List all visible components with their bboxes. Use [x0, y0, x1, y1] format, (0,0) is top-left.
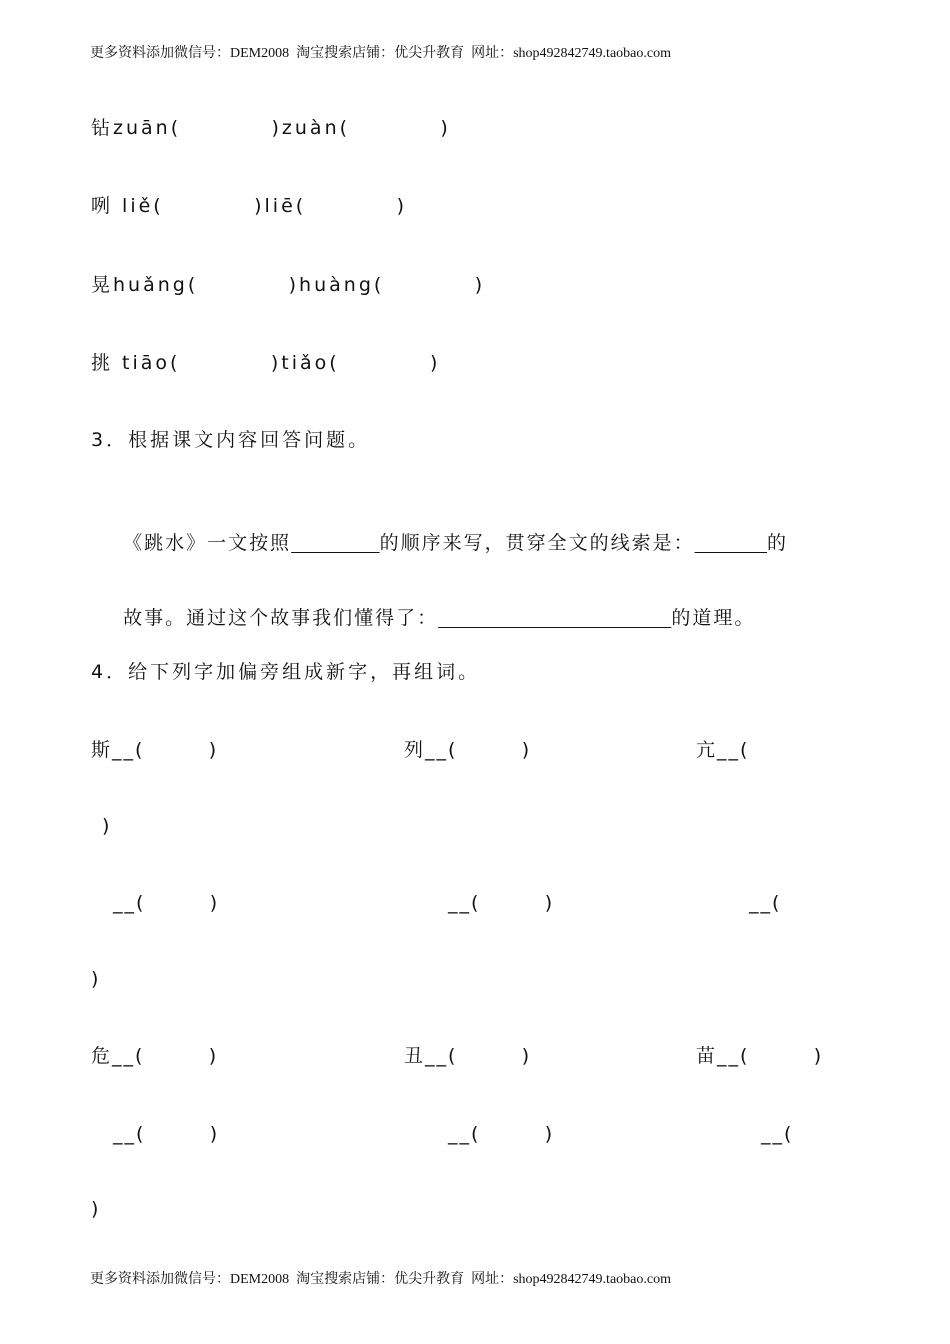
radical-item-chou: 丑__( ): [404, 1045, 532, 1067]
radical-blank-wrap-4: ): [91, 1198, 101, 1220]
radical-blank-4: __( ): [113, 1123, 220, 1145]
radical-blank-5: __( ): [448, 1123, 555, 1145]
radical-blank-6: __(: [761, 1123, 794, 1145]
q3-text-e: 的道理。: [671, 607, 756, 629]
page-footer: 更多资料添加微信号：DEM2008 淘宝搜索店铺：优尖升教育 网址：shop492842749.taobao.com: [90, 1272, 671, 1287]
q3-blank-lesson[interactable]: [438, 607, 671, 629]
q3-text-d: 故事。通过这个故事我们懂得了：: [123, 607, 439, 629]
polyphone-lie: 咧 liě( )liē( ): [91, 195, 407, 217]
radical-item-miao: 苗__( ): [696, 1045, 824, 1067]
question-3-title: 3．根据课文内容回答问题。: [91, 429, 371, 451]
radical-item-lie: 列__( ): [404, 739, 532, 761]
radical-item-wrap-1: ): [102, 815, 112, 837]
polyphone-huang: 晃huǎng( )huàng( ): [91, 274, 486, 296]
radical-item-wei: 危__( ): [91, 1045, 219, 1067]
radical-blank-3: __(: [749, 892, 782, 914]
page-header: 更多资料添加微信号：DEM2008 淘宝搜索店铺：优尖升教育 网址：shop492842749.taobao.com: [90, 46, 671, 61]
polyphone-zuan: 钻zuān( )zuàn( ): [91, 117, 451, 139]
radical-blank-wrap-2: ): [91, 968, 101, 990]
radical-item-si: 斯__( ): [91, 739, 219, 761]
q3-blank-order[interactable]: [291, 532, 379, 554]
polyphone-tiao: 挑 tiāo( )tiǎo( ): [91, 352, 441, 374]
radical-blank-2: __( ): [448, 892, 555, 914]
q3-text-c: 的: [767, 532, 789, 554]
question-3-line-2: [91, 582, 755, 654]
question-3-line-1: [91, 507, 788, 579]
question-4-title: 4．给下列字加偏旁组成新字，再组词。: [91, 661, 481, 683]
q3-text-a: 《跳水》一文按照: [123, 532, 292, 554]
q3-text-b: 的顺序来写，贯穿全文的线索是：: [379, 532, 695, 554]
radical-item-kang: 亢__(: [696, 739, 750, 761]
radical-blank-1: __( ): [113, 892, 220, 914]
q3-blank-clue[interactable]: [695, 532, 767, 554]
